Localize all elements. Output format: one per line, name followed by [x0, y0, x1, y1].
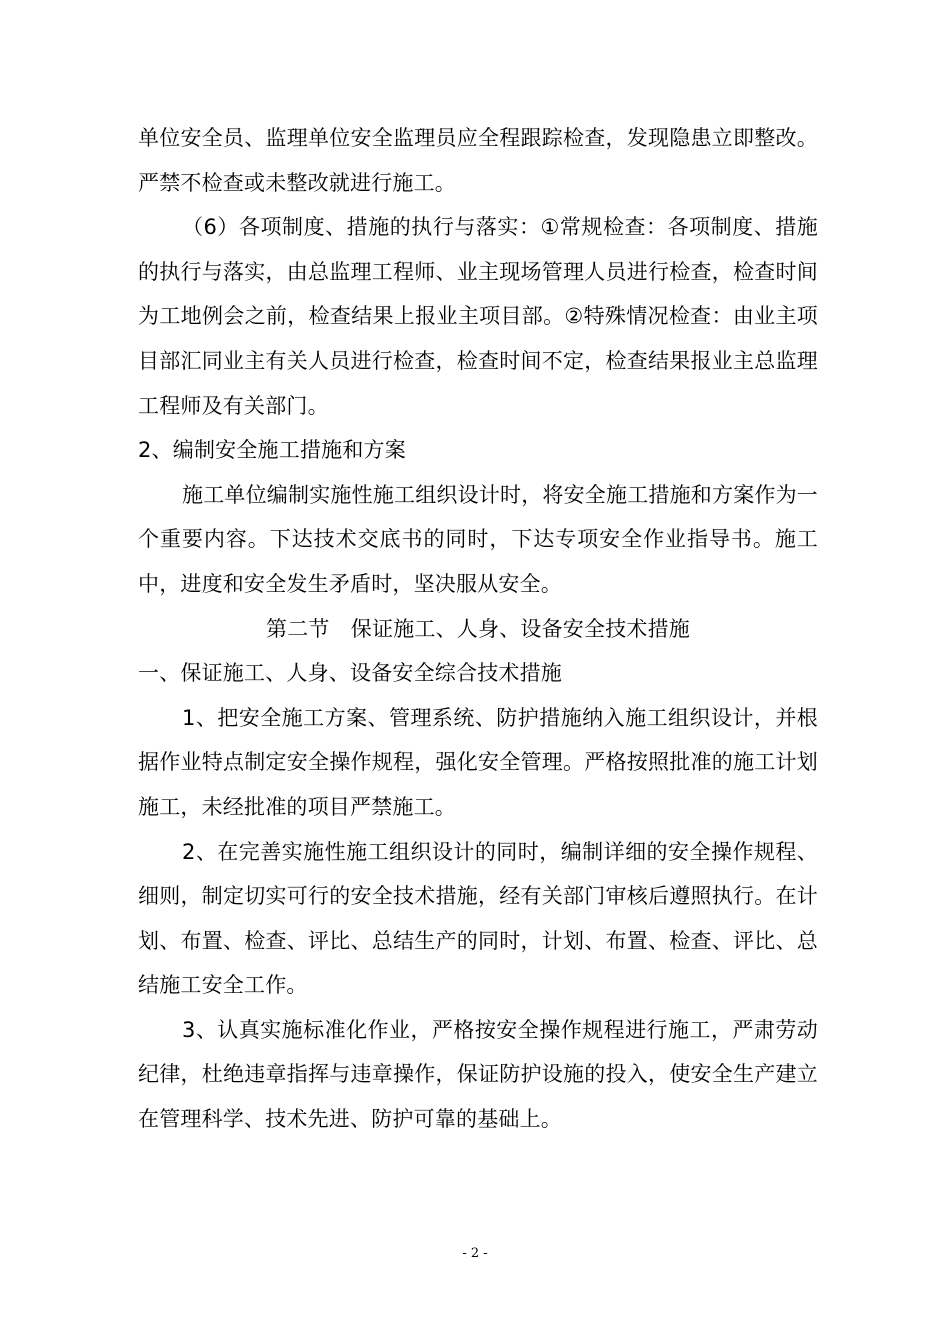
section-title: 第二节 保证施工、人身、设备安全技术措施	[266, 616, 690, 641]
document-body	[138, 116, 818, 1142]
paragraph-item-1: 1、把安全施工方案、管理系统、防护措施纳入施工组织设计，并根据作业特点制定安全操作规程，强化安全管理。严格按照批准的施工计划施工，未经批准的项目严禁施工。	[138, 705, 818, 819]
heading-2: 2、编制安全施工措施和方案	[138, 438, 406, 463]
paragraph-item-2: 2、在完善实施性施工组织设计的同时，编制详细的安全操作规程、细则，制定切实可行的安全技术措施，经有关部门审核后遵照执行。在计划、布置、检查、评比、总结生产的同时，计划、布置、检查、评比、总结施工安全工作。	[138, 839, 818, 998]
heading-1: 一、保证施工、人身、设备安全综合技术措施	[138, 661, 562, 686]
paragraph-item-3: 3、认真实施标准化作业，严格按安全操作规程进行施工，严肃劳动纪律，杜绝违章指挥与违章操作，保证防护设施的投入，使安全生产建立在管理科学、技术先进、防护可靠的基础上。	[138, 1017, 818, 1132]
paragraph-item-6: （6）各项制度、措施的执行与落实：①常规检查：各项制度、措施的执行与落实，由总监理工程师、业主现场管理人员进行检查，检查时间为工地例会之前，检查结果上报业主项目部。②特殊情况检查：由业主项目部汇同业主有关人员进行检查，检查时间不定，检查结果报业主总监理工程师及有关部门。	[138, 215, 818, 418]
paragraph-safety-plan: 施工单位编制实施性施工组织设计时，将安全施工措施和方案作为一个重要内容。下达技术交底书的同时，下达专项安全作业指导书。施工中，进度和安全发生矛盾时，坚决服从安全。	[138, 482, 818, 596]
paragraph-continuation: 单位安全员、监理单位安全监理员应全程跟踪检查，发现隐患立即整改。严禁不检查或未整改就进行施工。	[138, 126, 818, 195]
page-number: - 2 -	[462, 1246, 488, 1261]
